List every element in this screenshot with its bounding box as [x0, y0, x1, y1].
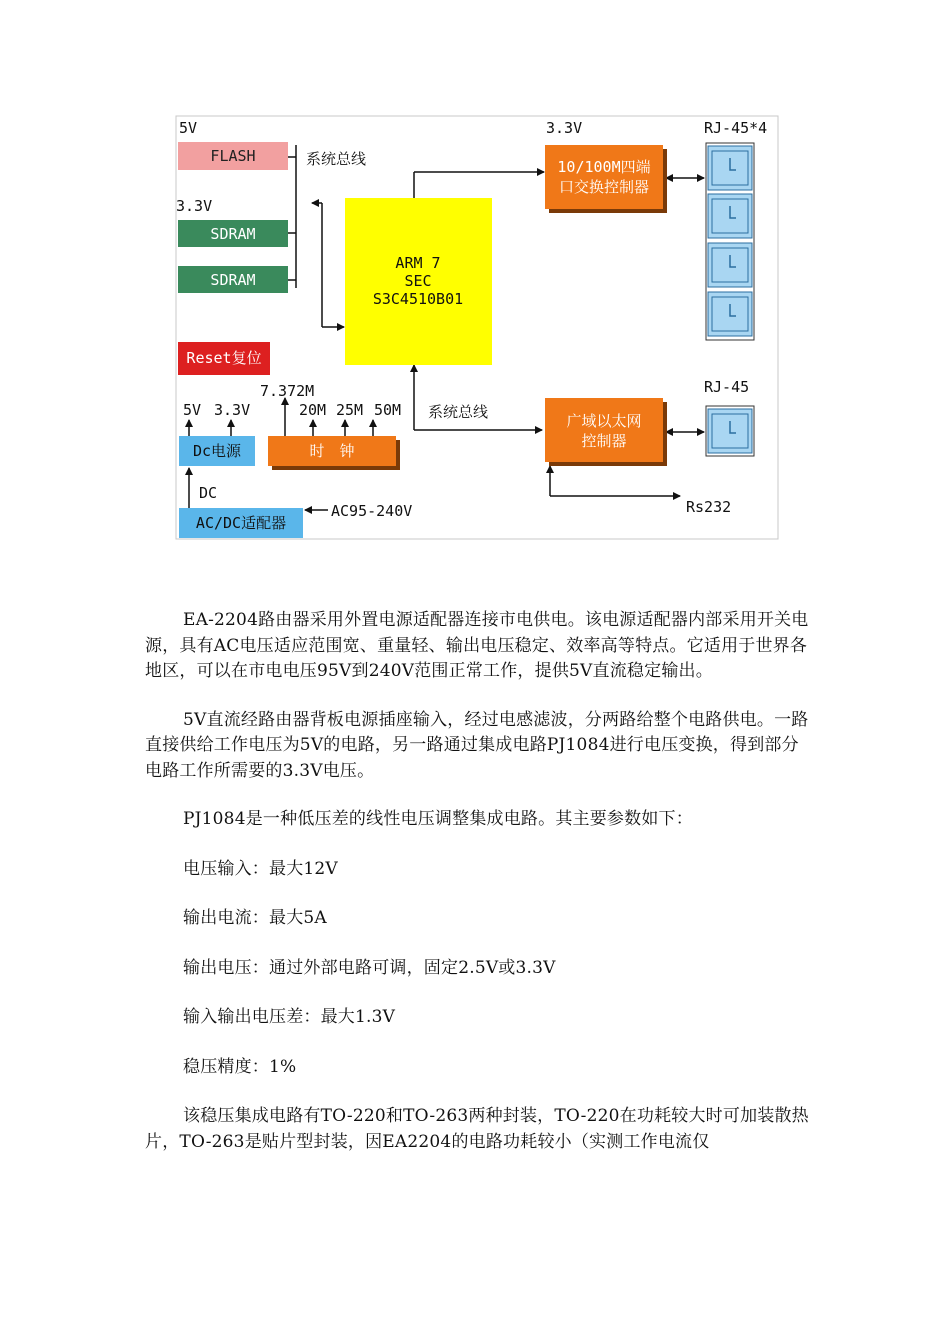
rj45-port-3 [708, 243, 752, 287]
spec-regulation-accuracy: 稳压精度：1% [183, 1056, 297, 1077]
wan-label-2: 控制器 [581, 432, 627, 450]
label-3v3-switch: 3.3V [546, 119, 583, 137]
label-5v-top: 5V [179, 119, 198, 137]
label-out-3v3: 3.3V [214, 401, 251, 419]
label-20m: 20M [299, 401, 327, 419]
wan-label-1: 广域以太网 [566, 412, 642, 430]
paragraph-packages: 该稳压集成电路有TO-220和TO-263两种封装，TO-220在功耗较大时可加装散热片，TO-263是贴片型封装，因EA2204的电路功耗较小（实测工作电流仅 [145, 1106, 809, 1152]
label-ac-range: AC95-240V [331, 502, 413, 520]
paragraph-pj1084-intro: PJ1084是一种低压差的线性电压调整集成电路。其主要参数如下： [183, 809, 693, 829]
label-dc: DC [199, 484, 218, 502]
article-body [145, 608, 810, 1155]
paragraph-dc-input: 5V直流经路由器背板电源插座输入，经过电感滤波，分两路给整个电路供电。一路直接供给工作电压为5V的电路，另一路通过集成电路PJ1084进行电压变换，得到部分电路工作所需要的3.3V电压。 [145, 709, 809, 781]
rj45-port-wan [706, 406, 754, 456]
spec-output-voltage: 输出电压：通过外部电路可调，固定2.5V或3.3V [183, 957, 556, 978]
wan-controller-block [545, 398, 663, 462]
label-7372m: 7.372M [260, 382, 315, 400]
label-sysbus-top: 系统总线 [306, 150, 367, 168]
cpu-label-1: ARM 7 [395, 254, 441, 272]
cpu-label-3: S3C4510B01 [372, 290, 464, 308]
dc-power-label: Dc电源 [192, 442, 242, 460]
label-rj45x4: RJ-45*4 [704, 119, 768, 137]
reset-label: Reset复位 [186, 349, 262, 367]
switch-label-2: 口交换控制器 [558, 178, 650, 196]
switch-label-1: 10/100M四端 [557, 158, 651, 176]
spec-dropout-voltage: 输入输出电压差：最大1.3V [183, 1007, 396, 1027]
spec-output-current: 输出电流：最大5A [183, 908, 327, 928]
label-25m: 25M [336, 401, 364, 419]
switch-controller-block [545, 145, 663, 209]
label-sysbus-bottom: 系统总线 [428, 403, 489, 421]
sdram-label-2: SDRAM [210, 271, 256, 289]
rj45-port-2 [708, 194, 752, 238]
flash-label: FLASH [210, 147, 256, 165]
clock-label: 时 钟 [309, 442, 355, 460]
block-diagram [0, 0, 950, 600]
spec-voltage-input: 电压输入：最大12V [183, 858, 338, 879]
label-rj45: RJ-45 [704, 378, 750, 396]
label-50m: 50M [374, 401, 402, 419]
rj45-port-1 [708, 146, 752, 190]
paragraph-adapter: EA-2204路由器采用外置电源适配器连接市电供电。该电源适配器内部采用开关电源，具有AC电压适应范围宽、重量轻、输出电压稳定、效率高等特点。它适用于世界各地区，可以在市电电压95V到240V范围正常工作，提供5V直流稳定输出。 [145, 610, 809, 681]
label-3v3-left: 3.3V [176, 197, 213, 215]
acdc-adapter-label: AC/DC适配器 [195, 514, 287, 532]
label-out-5v: 5V [183, 401, 202, 419]
label-rs232: Rs232 [686, 498, 732, 516]
rj45-port-4 [708, 292, 752, 336]
sdram-label-1: SDRAM [210, 225, 256, 243]
cpu-label-2: SEC [404, 272, 432, 290]
